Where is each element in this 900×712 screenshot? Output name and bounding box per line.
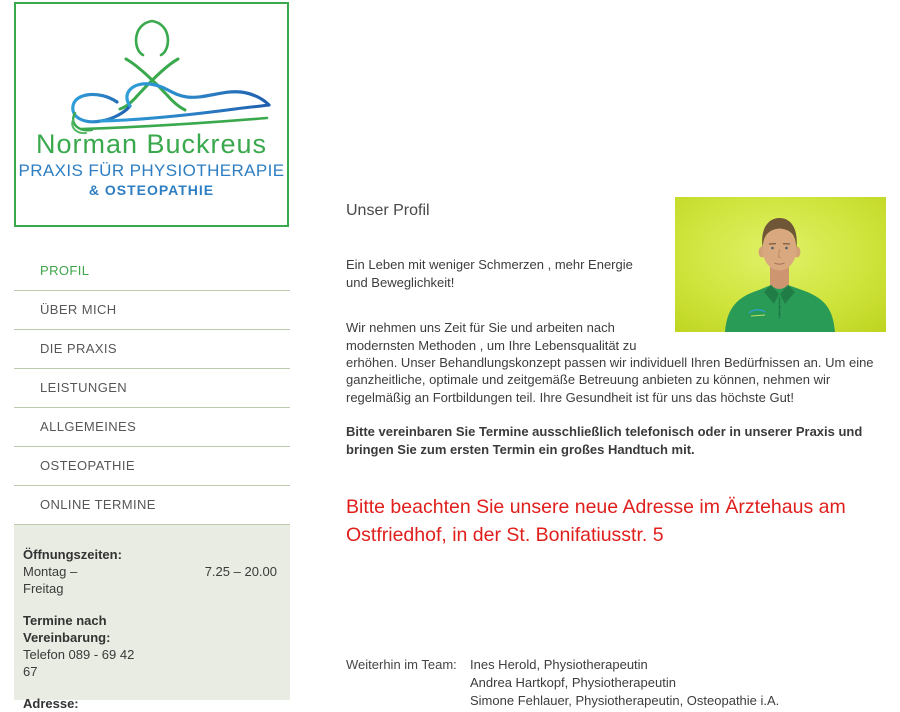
appointment-label-line1: Termine nach bbox=[23, 613, 107, 628]
nav-item-profil[interactable]: PROFIL bbox=[14, 252, 290, 291]
nav-item-leistungen[interactable]: LEISTUNGEN bbox=[14, 369, 290, 408]
body-paragraph: Wir nehmen uns Zeit für Sie und arbeiten nach modernsten Methoden , um Ihre Lebensqualität zu erhöhen. Unser Behandlungskonzept passen wir individuell Ihren Bedürfnissen an. Um eine ganzheitliche, optimale und zeitgemäße Betreuung anbieten zu können, nehmen wir regelmäßig an Fortbildungen teil. Ihre Gesundheit ist für uns das höchste Gut! bbox=[346, 320, 874, 405]
team-member: Simone Fehlauer, Physiotherapeutin, Osteopathie i.A. bbox=[470, 693, 780, 709]
opening-time: 7.25 – 20.00 bbox=[204, 564, 277, 579]
address-label: Adresse: bbox=[23, 696, 79, 711]
team-member: Andrea Hartkopf, Physiotherapeutin bbox=[470, 675, 676, 691]
opening-days-line2: Freitag bbox=[23, 581, 64, 596]
nav-item-online-termine[interactable]: ONLINE TERMINE bbox=[14, 486, 290, 525]
new-address-heading: Bitte beachten Sie unsere neue Adresse im Ärztehaus am Ostfriedhof, in der St. Bonifatiusstr. 5 bbox=[346, 496, 846, 546]
nav-item-die-praxis[interactable]: DIE PRAXIS bbox=[14, 330, 290, 369]
sidebar bbox=[14, 2, 290, 711]
team-member: Ines Herold, Physiotherapeutin bbox=[470, 657, 648, 673]
practice-subtitle: PRAXIS FÜR PHYSIOTHERAPIE bbox=[18, 161, 285, 180]
appointment-label-line2: Vereinbarung: bbox=[23, 630, 111, 645]
team-label: Weiterhin im Team: bbox=[346, 657, 457, 673]
page-title: Unser Profil bbox=[346, 202, 430, 219]
team-list bbox=[470, 656, 886, 710]
practice-name: Norman Buckreus bbox=[35, 129, 268, 159]
practice-logo[interactable] bbox=[14, 2, 289, 227]
contact-info-box bbox=[14, 525, 290, 711]
main-navigation bbox=[14, 252, 290, 525]
notice-paragraph: Bitte vereinbaren Sie Termine ausschließlich telefonisch oder in unserer Praxis und bringen Sie zum ersten Termin ein großes Handtuch mit. bbox=[346, 424, 863, 457]
practice-subtitle-2: & OSTEOPATHIE bbox=[88, 182, 215, 198]
opening-days-line1: Montag – bbox=[23, 564, 78, 579]
nav-item-ueber-mich[interactable]: ÜBER MICH bbox=[14, 291, 290, 330]
main-content bbox=[346, 197, 886, 710]
massage-illustration-icon bbox=[29, 10, 274, 134]
intro-paragraph: Ein Leben mit weniger Schmerzen , mehr Energie und Beweglichkeit! bbox=[346, 257, 633, 290]
phone-number-line2: 67 bbox=[23, 664, 38, 679]
therapist-portrait-photo bbox=[675, 197, 886, 332]
team-section bbox=[346, 656, 886, 710]
nav-item-osteopathie[interactable]: OSTEOPATHIE bbox=[14, 447, 290, 486]
nav-item-allgemeines[interactable]: ALLGEMEINES bbox=[14, 408, 290, 447]
phone-number-line1: Telefon 089 - 69 42 bbox=[23, 647, 135, 662]
opening-hours-label: Öffnungszeiten: bbox=[23, 547, 122, 562]
